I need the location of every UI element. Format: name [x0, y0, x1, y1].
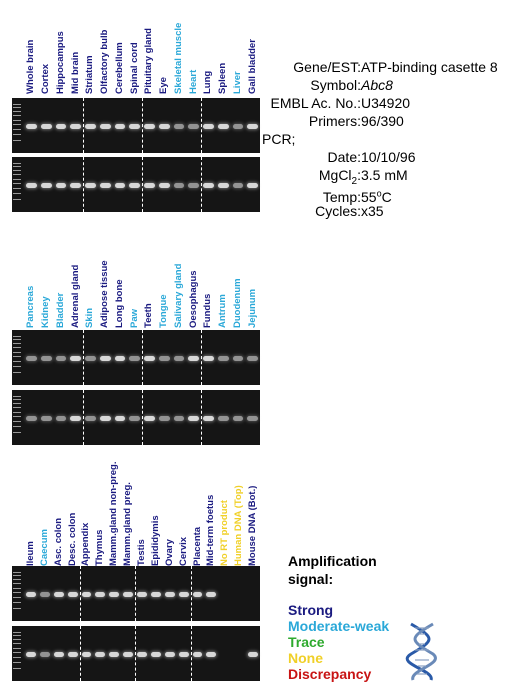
gel-band — [144, 124, 155, 129]
ladder-band — [13, 421, 21, 422]
lane-label: Antrum — [217, 294, 229, 328]
gel-band — [179, 592, 189, 597]
gel-band — [248, 652, 258, 657]
gel-band — [174, 183, 185, 188]
lane-label: Caecum — [38, 529, 50, 566]
gel-band — [115, 356, 126, 361]
lane-group-divider — [83, 330, 84, 385]
mgcl-label: MgCl$_2$: — [318, 167, 361, 187]
lane-label: Long bone — [113, 279, 125, 328]
gel-image-panel-1-bottom — [12, 157, 260, 212]
primers-label: Primers: — [308, 113, 361, 129]
lane-label: Paw — [128, 308, 140, 328]
lane-label: Thymus — [94, 529, 106, 566]
ladder-band — [13, 199, 21, 200]
gel-band — [247, 183, 258, 188]
primers-value: 96/390 — [361, 113, 404, 129]
gel-band — [129, 416, 140, 421]
gel-band — [26, 652, 36, 657]
dna-ladder — [12, 626, 22, 681]
ladder-band — [13, 166, 21, 167]
dna-ladder — [12, 390, 22, 445]
gel-band — [109, 592, 119, 597]
lane-label: Heart — [187, 69, 199, 94]
gel-band — [40, 652, 50, 657]
lane-label: Tongue — [158, 294, 170, 328]
gel-band — [115, 124, 126, 129]
gel-band — [218, 416, 229, 421]
gel-band — [159, 124, 170, 129]
symbol-value: Abc8 — [361, 77, 393, 93]
pcr-label: PCR; — [262, 131, 296, 147]
gel-band — [68, 652, 78, 657]
gel-band — [70, 124, 81, 129]
gel-band — [144, 416, 155, 421]
gel-band — [95, 592, 105, 597]
gel-band — [151, 592, 161, 597]
ladder-band — [13, 572, 21, 573]
ladder-band — [13, 579, 21, 580]
gel-band — [54, 592, 64, 597]
gel-band — [100, 356, 111, 361]
lane-label: Teeth — [143, 303, 155, 328]
ladder-band — [13, 120, 21, 121]
gel-band — [56, 124, 67, 129]
ladder-band — [13, 657, 21, 658]
lane-group-divider — [142, 390, 143, 445]
ladder-band — [13, 339, 21, 340]
lane-label: Adipose tissue — [99, 260, 111, 328]
lane-label: Liver — [231, 71, 243, 94]
lane-label: Kidney — [40, 296, 52, 328]
gel-band — [26, 356, 37, 361]
gel-band — [54, 652, 64, 657]
gel-band — [193, 592, 203, 597]
ladder-band — [13, 140, 21, 141]
ladder-band — [13, 643, 21, 644]
gel-image-panel-2-top — [12, 330, 260, 385]
ladder-band — [13, 372, 21, 373]
lane-label: Skeletal muscle — [172, 22, 184, 94]
embl-value: U34920 — [361, 95, 411, 111]
gel-band — [85, 416, 96, 421]
gel-band — [129, 356, 140, 361]
ladder-band — [13, 347, 21, 348]
gel-band — [233, 356, 244, 361]
gel-image-panel-3-bottom — [12, 626, 260, 681]
lane-group-divider — [142, 157, 143, 212]
lane-label: Mamm.gland non-preg. — [108, 461, 120, 566]
lane-label: Testis — [136, 539, 147, 566]
gel-image-panel-3-top — [12, 566, 260, 621]
ladder-band — [13, 115, 21, 116]
lane-label: Jejunum — [246, 288, 258, 328]
lane-label: Pituitary gland — [143, 28, 155, 94]
gel-band — [188, 356, 199, 361]
legend-moderate-weak: Moderate-weak — [288, 618, 390, 634]
dna-helix-icon — [405, 622, 439, 682]
symbol-label: Symbol: — [310, 77, 361, 93]
gel-band — [151, 652, 161, 657]
gel-band — [218, 356, 229, 361]
gel-band — [100, 124, 111, 129]
dna-ladder — [12, 98, 22, 153]
gel-band — [179, 652, 189, 657]
gel-band — [82, 592, 92, 597]
lane-label: Whole brain — [25, 39, 37, 94]
gene-value: ATP-binding casette 8 — [361, 59, 498, 75]
lane-group-divider — [83, 98, 84, 153]
lane-label: Cervix — [177, 536, 189, 566]
cycles-label: Cycles: — [315, 203, 361, 219]
lane-label: Duodenum — [231, 278, 243, 328]
gel-band — [188, 124, 199, 129]
gel-band — [41, 416, 52, 421]
gel-band — [41, 124, 52, 129]
gel-band — [188, 416, 199, 421]
ladder-band — [13, 632, 21, 633]
gel-band — [218, 124, 229, 129]
lane-label: Pancreas — [25, 285, 37, 328]
gel-image-panel-1-top — [12, 98, 260, 153]
gel-band — [41, 356, 52, 361]
lane-label: Mouse DNA (Bot.) — [247, 485, 259, 566]
ladder-band — [13, 416, 21, 417]
gel-band — [109, 652, 119, 657]
gel-band — [100, 183, 111, 188]
lane-label: Mid brain — [69, 51, 81, 94]
lane-group-divider — [80, 566, 81, 621]
gel-band — [137, 652, 147, 657]
gel-band — [56, 183, 67, 188]
ladder-band — [13, 412, 21, 413]
gel-band — [218, 183, 229, 188]
gel-band — [247, 356, 258, 361]
gene-info — [262, 58, 524, 220]
gel-band — [188, 183, 199, 188]
lane-group-divider — [135, 566, 136, 621]
lane-group-divider — [83, 390, 84, 445]
lane-label: Asc. colon — [52, 517, 64, 566]
dna-ladder — [12, 566, 22, 621]
gel-band — [165, 652, 175, 657]
ladder-band — [13, 399, 21, 400]
lane-label: Bladder — [54, 292, 66, 328]
ladder-band — [13, 170, 21, 171]
lane-label: Fundus — [202, 293, 214, 328]
ladder-band — [13, 602, 21, 603]
gel-band — [137, 592, 147, 597]
ladder-band — [13, 352, 21, 353]
lane-label: Lung — [202, 70, 214, 94]
ladder-band — [13, 336, 21, 337]
gel-band — [85, 356, 96, 361]
ladder-band — [13, 652, 21, 653]
lane-label: Eye — [158, 77, 170, 94]
ladder-band — [13, 407, 21, 408]
lane-group-divider — [142, 330, 143, 385]
gel-band — [206, 592, 216, 597]
lane-label: Olfactory bulb — [99, 29, 111, 94]
gel-band — [115, 183, 126, 188]
gel-band — [26, 183, 37, 188]
ladder-band — [13, 597, 21, 598]
date-label: Date: — [327, 149, 361, 165]
gel-band — [95, 652, 105, 657]
lane-labels-panel-3 — [12, 461, 260, 566]
date-value: 10/10/96 — [361, 149, 416, 165]
gel-band — [82, 652, 92, 657]
gel-band — [233, 416, 244, 421]
lane-group-divider — [201, 390, 202, 445]
ladder-band — [13, 396, 21, 397]
legend-title: Amplification signal: — [288, 553, 377, 587]
gel-band — [85, 124, 96, 129]
temp-label: Temp: — [322, 188, 361, 205]
lane-label: Hippocampus — [54, 31, 66, 94]
ladder-band — [13, 635, 21, 636]
gel-band — [174, 124, 185, 129]
gel-band — [115, 416, 126, 421]
gel-band — [159, 416, 170, 421]
gel-band — [233, 183, 244, 188]
lane-label: Striatum — [84, 55, 96, 94]
gel-band — [70, 356, 81, 361]
ladder-band — [13, 639, 21, 640]
gel-band — [247, 416, 258, 421]
gel-image-panel-2-bottom — [12, 390, 260, 445]
lane-group-divider — [191, 626, 192, 681]
temp-value: 55$^o$C — [361, 188, 392, 205]
lane-group-divider — [201, 98, 202, 153]
gel-band — [144, 183, 155, 188]
lane-label: Cerebellum — [113, 42, 125, 94]
ladder-band — [13, 179, 21, 180]
legend-trace: Trace — [288, 634, 325, 650]
lane-group-divider — [201, 157, 202, 212]
ladder-band — [13, 174, 21, 175]
lane-label: Desc. colon — [66, 512, 78, 566]
ladder-band — [13, 188, 21, 189]
legend-strong: Strong — [288, 602, 334, 618]
gel-band — [159, 356, 170, 361]
dna-ladder — [12, 157, 22, 212]
ladder-band — [13, 124, 21, 125]
lane-label: Ileum — [24, 541, 36, 566]
dna-ladder — [12, 330, 22, 385]
ladder-band — [13, 588, 21, 589]
gel-band — [203, 356, 214, 361]
lane-label: Appendix — [80, 522, 92, 566]
gel-band — [41, 183, 52, 188]
gel-band — [40, 592, 50, 597]
ladder-band — [13, 129, 21, 130]
lane-labels-panel-1 — [12, 10, 260, 94]
ladder-band — [13, 662, 21, 663]
lane-label: Spinal cord — [128, 42, 140, 94]
gene-label: Gene/EST: — [293, 59, 361, 75]
gel-band — [203, 416, 214, 421]
embl-label: EMBL Ac. No.: — [270, 95, 361, 111]
legend-discrepancy: Discrepancy — [288, 666, 372, 682]
gel-band — [56, 416, 67, 421]
ladder-band — [13, 193, 21, 194]
gel-band — [123, 592, 133, 597]
gel-band — [247, 124, 258, 129]
ladder-band — [13, 592, 21, 593]
ladder-band — [13, 134, 21, 135]
ladder-band — [13, 356, 21, 357]
ladder-band — [13, 343, 21, 344]
lane-label: Mid-term foetus — [205, 494, 217, 566]
lane-labels-panel-2 — [12, 238, 260, 328]
ladder-band — [13, 608, 21, 609]
mgcl-value: 3.5 mM — [361, 167, 408, 183]
gel-band — [85, 183, 96, 188]
lane-label: No RT product — [219, 500, 231, 566]
gel-band — [203, 124, 214, 129]
lane-label: Adrenal gland — [69, 264, 81, 328]
gel-band — [26, 124, 37, 129]
signal-legend — [288, 602, 389, 682]
lane-label: Cortex — [40, 63, 52, 94]
gel-band — [144, 356, 155, 361]
gel-band — [68, 592, 78, 597]
gel-band — [129, 183, 140, 188]
ladder-band — [13, 163, 21, 164]
ladder-band — [13, 107, 21, 108]
lane-label: Oesophagus — [187, 270, 199, 328]
gel-band — [193, 652, 203, 657]
cycles-value: x35 — [361, 203, 384, 219]
lane-group-divider — [201, 330, 202, 385]
gel-band — [174, 356, 185, 361]
gel-band — [165, 592, 175, 597]
gel-band — [26, 592, 36, 597]
ladder-band — [13, 366, 21, 367]
lane-group-divider — [135, 626, 136, 681]
lane-group-divider — [142, 98, 143, 153]
ladder-band — [13, 403, 21, 404]
lane-label: Human DNA (Top) — [233, 485, 245, 566]
lane-label: Placenta — [191, 526, 203, 566]
gel-band — [129, 124, 140, 129]
gel-band — [56, 356, 67, 361]
ladder-band — [13, 648, 21, 649]
gel-band — [203, 183, 214, 188]
gel-band — [100, 416, 111, 421]
gel-band — [123, 652, 133, 657]
gel-band — [70, 183, 81, 188]
lane-label: Salivary gland — [172, 263, 184, 328]
ladder-band — [13, 432, 21, 433]
ladder-band — [13, 668, 21, 669]
gel-band — [70, 416, 81, 421]
ladder-band — [13, 183, 21, 184]
lane-label: Epididymis — [149, 515, 161, 566]
gel-band — [233, 124, 244, 129]
gel-band — [206, 652, 216, 657]
ladder-band — [13, 361, 21, 362]
lane-group-divider — [80, 626, 81, 681]
lane-label: Skin — [84, 307, 96, 328]
lane-group-divider — [83, 157, 84, 212]
gel-band — [26, 416, 37, 421]
ladder-band — [13, 575, 21, 576]
gel-band — [159, 183, 170, 188]
ladder-band — [13, 426, 21, 427]
ladder-band — [13, 111, 21, 112]
gel-band — [174, 416, 185, 421]
ladder-band — [13, 583, 21, 584]
lane-label: Ovary — [163, 539, 175, 566]
lane-label: Spleen — [217, 62, 229, 94]
legend-none: None — [288, 650, 323, 666]
lane-label: Mamm.gland preg. — [122, 482, 134, 566]
ladder-band — [13, 104, 21, 105]
lane-group-divider — [191, 566, 192, 621]
lane-label: Gall bladder — [246, 39, 258, 94]
